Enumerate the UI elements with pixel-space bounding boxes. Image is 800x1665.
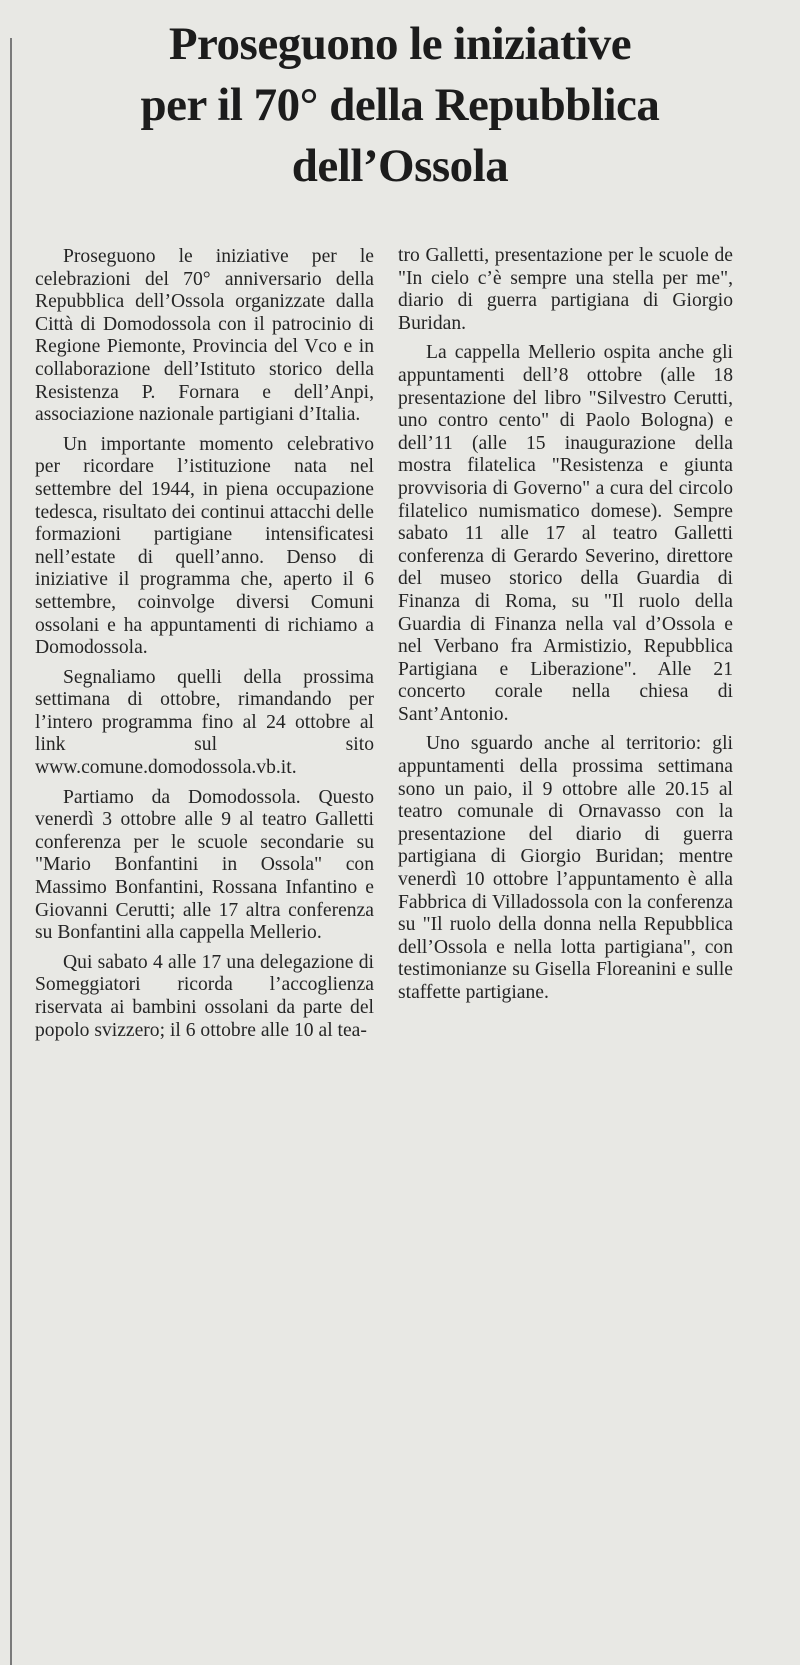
article-column-right — [398, 245, 733, 1012]
headline-line: dell’Ossola — [291, 140, 509, 192]
column-rule — [10, 38, 12, 1665]
headline-line: per il 70° della Repubblica — [140, 79, 660, 131]
article-paragraph: La cappella Mellerio ospita anche gli appuntamenti dell’8 ottobre (alle 18 presentazione del libro "Silvestro Cerutti, uno contro cento" di Paolo Bologna) e dell’11 (alle 15 inaugurazione della mostra filatelica "Resistenza e giunta provvisoria di Governo" a cura del circolo filatelico numismatico domese). Sempre sabato 11 alle 17 al teatro Galletti conferenza di Gerardo Severino, direttore del museo storico della Guardia di Finanza di Roma, su "Il ruolo della Guardia di Finanza nella val d’Ossola e nel Verbano fra Armistizio, Repubblica Partigiana e Liberazione". Alle 21 concerto corale nella chiesa di Sant’Antonio. — [398, 342, 733, 725]
article-paragraph: Proseguono le iniziative per le celebrazioni del 70° anniversario della Repubblica dell’Ossola organizzate dalla Città di Domodossola con il patrocinio di Regione Piemonte, Provincia del Vco e in collaborazione dell’Istituto storico della Resistenza P. Fornara e dell’Anpi, associazione nazionale partigiani d’Italia. — [35, 246, 374, 426]
article-paragraph: tro Galletti, presentazione per le scuole de "In cielo c’è sempre una stella per me", diario di guerra partigiana di Giorgio Buridan. — [398, 245, 733, 334]
article-paragraph: Uno sguardo anche al territorio: gli appuntamenti della prossima settimana sono un paio, il 9 ottobre alle 20.15 al teatro comunale di Ornavasso con la presentazione del diario di guerra partigiana di Giorgio Buridan; mentre venerdì 10 ottobre l’appuntamento è alla Fabbrica di Villadossola con la conferenza su "Il ruolo della donna nella Repubblica dell’Ossola e nella lotta partigiana", con testimonianze su Gisella Floreanini e sulle staffette partigiane. — [398, 733, 733, 1003]
headline — [30, 14, 770, 197]
article-paragraph: Qui sabato 4 alle 17 una delegazione di Someggiatori ricorda l’accoglienza riservata ai bambini ossolani da parte del popolo svizzero; il 6 ottobre alle 10 al tea- — [35, 951, 374, 1041]
article-paragraph: Segnaliamo quelli della prossima settimana di ottobre, rimandando per l’intero programma fino al 24 ottobre al link sul sito www.comune.domodossola.vb.it. — [35, 666, 374, 779]
headline-line: Proseguono le iniziative — [168, 18, 632, 70]
article-paragraph: Un importante momento celebrativo per ricordare l’istituzione nata nel settembre del 1944, in piena occupazione tedesca, risultato dei continui attacchi delle formazioni partigiane intensificatesi nell’estate di quell’anno. Denso di iniziative il programma che, aperto il 6 settembre, coinvolge diversi Comuni ossolani e ha appuntamenti di richiamo a Domodossola. — [35, 433, 374, 659]
article-column-left — [35, 246, 374, 1049]
article-paragraph: Partiamo da Domodossola. Questo venerdì 3 ottobre alle 9 al teatro Galletti conferenza per le scuole secondarie su "Mario Bonfantini in Ossola" con Massimo Bonfantini, Rossana Infantino e Giovanni Cerutti; alle 17 altra conferenza su Bonfantini alla cappella Mellerio. — [35, 786, 374, 944]
